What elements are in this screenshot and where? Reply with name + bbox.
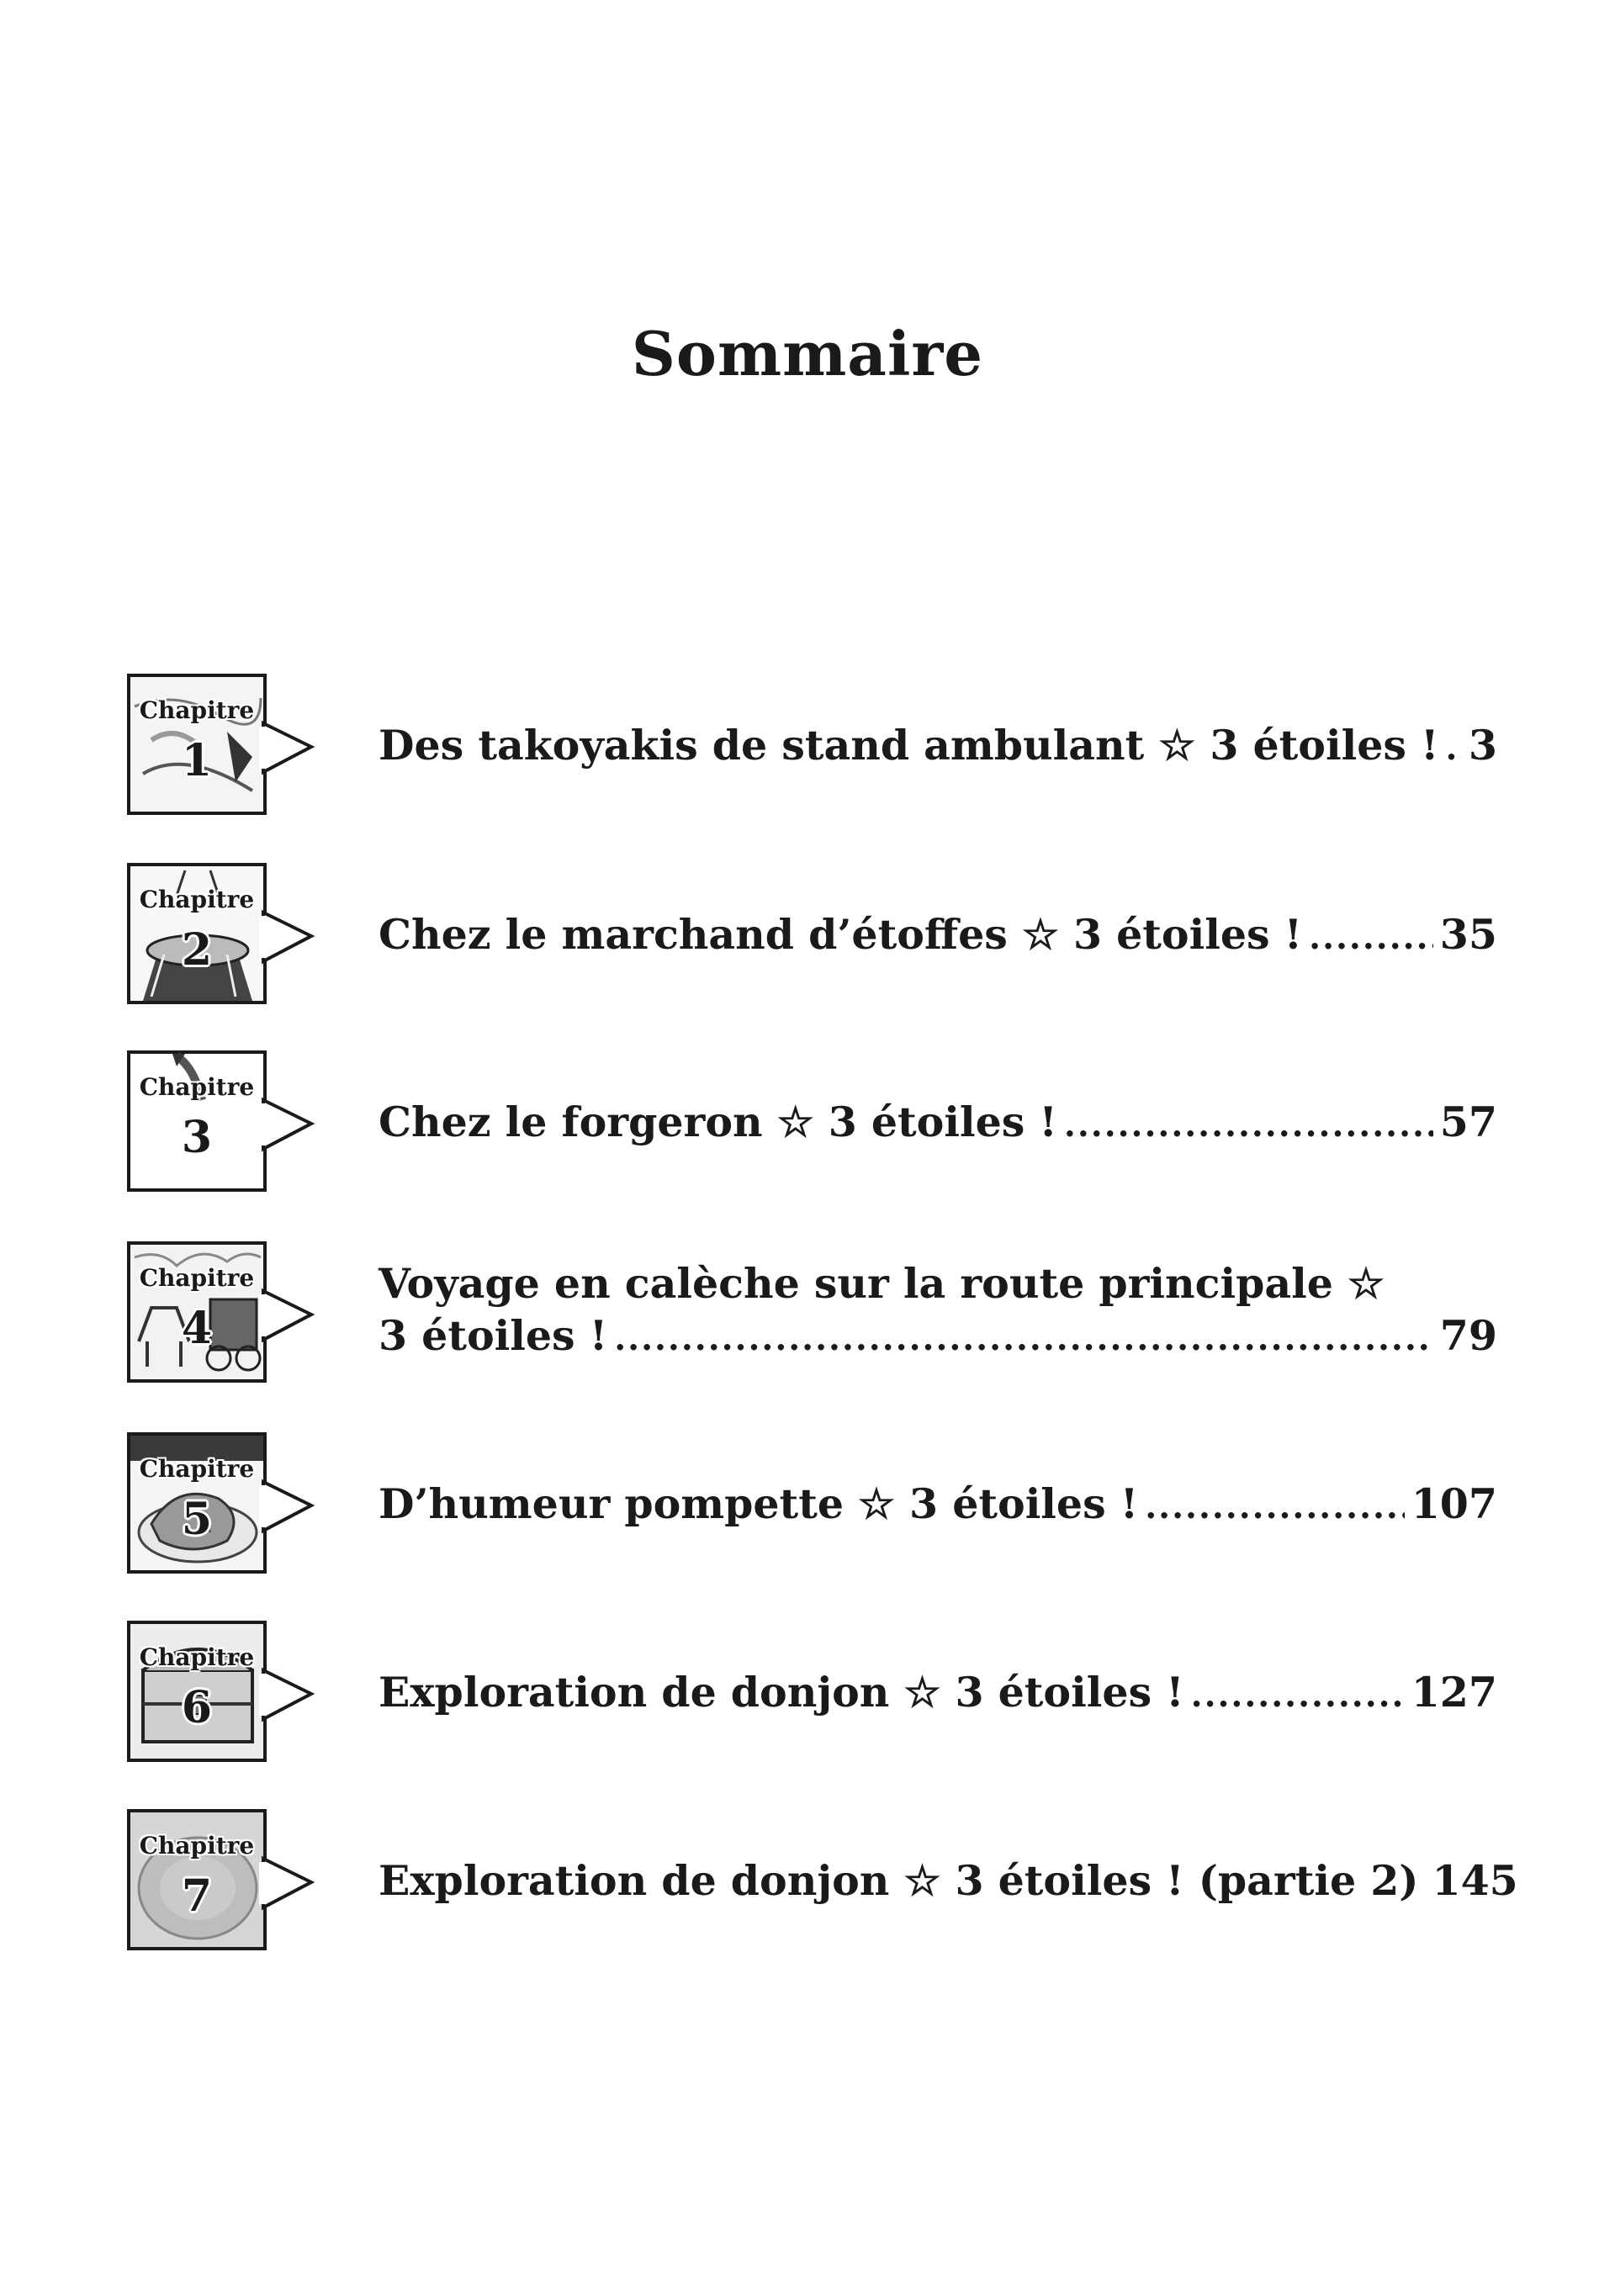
chapter-badge <box>126 1241 328 1383</box>
page-number: 57 <box>1439 1098 1497 1146</box>
dot-leader <box>1309 912 1433 964</box>
chapter-badge-word: Chapitre <box>139 1643 255 1671</box>
toc-entry-text <box>379 1854 1518 1910</box>
chapter-badge <box>126 1808 328 1951</box>
chapter-badge <box>126 1431 328 1574</box>
dot-leader <box>1191 1669 1405 1722</box>
chapter-badge <box>126 862 328 1005</box>
toc-entry-text <box>379 1257 1497 1365</box>
toc-entry-chapter-7[interactable] <box>126 1808 1518 1951</box>
chapter-badge-number: 4 <box>181 1303 213 1354</box>
chapter-badge-number: 5 <box>181 1494 213 1545</box>
chapter-title: Chez le forgeron ☆ 3 étoiles ! <box>379 1098 1057 1146</box>
toc-entry-chapter-6[interactable] <box>126 1620 1497 1763</box>
chapter-badge-number: 2 <box>181 924 213 976</box>
page-number: 107 <box>1411 1479 1497 1528</box>
chapter-badge-word: Chapitre <box>139 696 255 724</box>
chapter-badge <box>126 673 328 816</box>
dot-leader <box>1064 1099 1433 1151</box>
chapter-badge <box>126 1050 328 1193</box>
toc-entry-text <box>379 719 1497 775</box>
chapter-badge <box>126 1620 328 1763</box>
toc-entry-chapter-3[interactable] <box>126 1050 1497 1193</box>
dot-leader <box>614 1313 1433 1365</box>
page-number: 127 <box>1411 1668 1497 1717</box>
chapter-badge-number: 7 <box>181 1870 213 1922</box>
toc-entry-chapter-1[interactable] <box>126 673 1497 816</box>
chapter-title: Voyage en calèche sur la route principale ☆ <box>379 1259 1385 1308</box>
chapter-title: Chez le marchand d’étoffes ☆ 3 étoiles ! <box>379 910 1303 959</box>
chapter-badge-word: Chapitre <box>139 1264 255 1292</box>
toc-entry-text <box>379 908 1497 964</box>
chapter-title-continued: 3 étoiles ! <box>379 1311 608 1360</box>
chapter-badge-number: 6 <box>181 1682 213 1733</box>
toc-entry-chapter-2[interactable] <box>126 862 1497 1005</box>
toc-entry-text <box>379 1666 1497 1722</box>
chapter-badge-word: Chapitre <box>139 886 255 913</box>
page-number: 145 <box>1432 1856 1518 1905</box>
toc-entry-chapter-5[interactable] <box>126 1431 1497 1574</box>
page-number: 79 <box>1439 1311 1497 1360</box>
chapter-title: Exploration de donjon ☆ 3 étoiles ! <box>379 1668 1184 1717</box>
chapter-badge-number: 3 <box>181 1112 213 1163</box>
toc-entry-chapter-4[interactable] <box>126 1241 1497 1383</box>
chapter-badge-number: 1 <box>181 735 213 786</box>
chapter-title: Des takoyakis de stand ambulant ☆ 3 étoiles ! <box>379 721 1439 770</box>
chapter-badge-word: Chapitre <box>139 1455 255 1483</box>
chapter-badge-word: Chapitre <box>139 1073 255 1101</box>
toc-entry-text <box>379 1096 1497 1151</box>
page-number: 3 <box>1468 721 1497 770</box>
page-number: 35 <box>1439 910 1497 959</box>
dot-leader <box>1145 1481 1404 1533</box>
chapter-title: D’humeur pompette ☆ 3 étoiles ! <box>379 1479 1139 1528</box>
chapter-title: Exploration de donjon ☆ 3 étoiles ! (partie 2) <box>379 1856 1419 1905</box>
toc-entry-text <box>379 1478 1497 1533</box>
page-title: Sommaire <box>631 318 984 389</box>
dot-leader <box>1446 722 1462 775</box>
chapter-badge-word: Chapitre <box>139 1832 255 1860</box>
